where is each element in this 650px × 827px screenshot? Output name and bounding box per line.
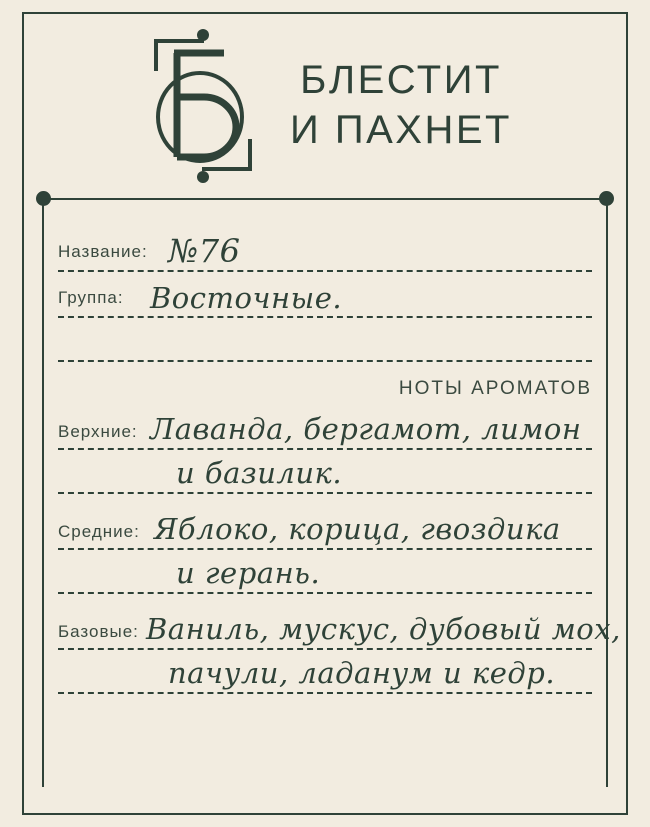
card-body — [58, 228, 621, 787]
field-name — [58, 228, 592, 272]
field-middle-notes — [58, 506, 592, 594]
middle-notes-underline-2 — [58, 592, 592, 594]
brand-line-2: И ПАХНЕТ — [290, 108, 512, 152]
base-notes-underline-2 — [58, 692, 592, 694]
top-notes-label: Верхние: — [58, 422, 138, 441]
group-value[interactable]: Восточные. — [150, 281, 343, 315]
group-label: Группа: — [58, 288, 124, 307]
base-notes-label: Базовые: — [58, 622, 139, 641]
name-label: Название: — [58, 242, 148, 261]
middle-notes-value-line-1[interactable]: Яблоко, корица, гвоздика — [154, 512, 561, 546]
spacer-2 — [58, 596, 592, 606]
top-notes-value-line-2[interactable]: и базилик. — [176, 456, 343, 490]
side-rail-right — [606, 198, 608, 787]
card-header — [24, 14, 626, 196]
middle-notes-label: Средние: — [58, 522, 140, 541]
base-notes-value-line-2[interactable]: пачули, ладанум и кедр. — [168, 656, 556, 690]
name-underline — [58, 270, 592, 272]
brand-line-1: БЛЕСТИТ — [300, 58, 502, 102]
monogram-b-icon — [138, 25, 268, 185]
field-group — [58, 274, 592, 362]
top-notes-underline-2 — [58, 492, 592, 494]
top-notes-value-line-1[interactable]: Лаванда, бергамот, лимон — [150, 412, 582, 446]
brand-title — [290, 55, 512, 155]
field-top-notes — [58, 406, 592, 494]
header-divider — [24, 188, 626, 210]
middle-notes-value-line-2[interactable]: и герань. — [176, 556, 321, 590]
side-rail-left — [42, 198, 44, 787]
group-extra-row — [58, 318, 592, 362]
group-underline-2 — [58, 360, 592, 362]
base-notes-value-line-1[interactable]: Ваниль, мускус, дубовый мох, — [146, 612, 621, 646]
name-value[interactable]: №76 — [168, 232, 241, 270]
field-base-notes — [58, 606, 621, 694]
divider-line — [40, 198, 610, 200]
notes-heading: НОТЫ АРОМАТОВ — [398, 378, 592, 399]
spacer-1 — [58, 496, 592, 506]
